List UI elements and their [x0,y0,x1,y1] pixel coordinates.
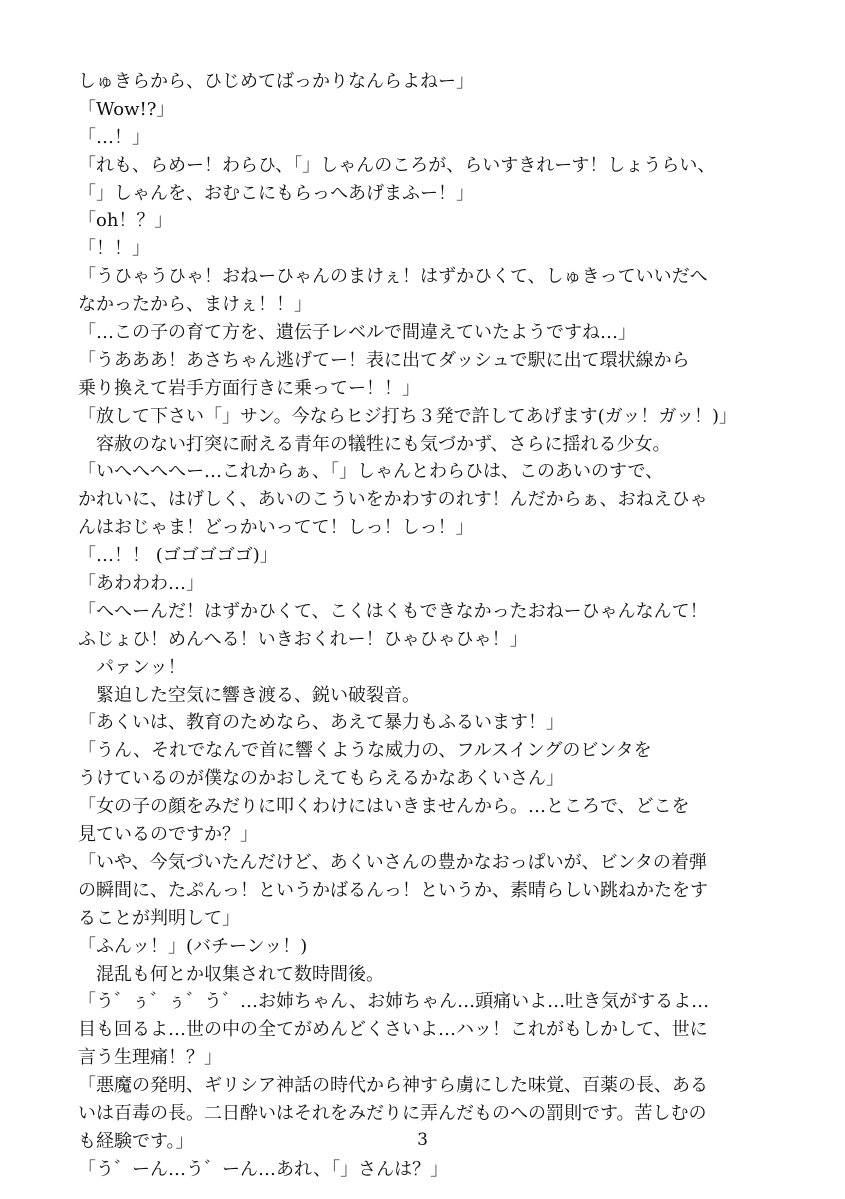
text-line: 「Wow!?」 [78,98,175,120]
text-line: 「oh！？」 [78,210,173,232]
text-line: しゅきらから、ひじめてばっかりなんらよねー」 [78,71,474,92]
text-line: ふじょひ！めんへる！いきおくれー！ひゃひゃひゃ！」 [78,628,528,650]
text-line: 「…この子の育て方を、遺伝子レベルで間違えていたようですね…」 [78,322,636,344]
text-line: 「あくいは、教育のためなら、あえて暴力もふるいます！」 [78,712,564,734]
text-line: 「！！」 [78,238,150,260]
text-line: も経験です。」 [78,1130,194,1152]
text-line: いは百毒の長。二日酔いはそれをみだりに弄んだものへの罰則です。苦しむの [78,1102,707,1124]
text-line: 見ているのですか？」 [78,824,258,846]
text-line: 「放して下さい「」サン。今ならヒジ打ち３発で許してあげます(ガッ！ガッ！)」 [78,405,737,427]
text-line: うけているのが僕なのかおしえてもらえるかなあくいさん」 [78,768,564,790]
text-line: 「いや、今気づいたんだけど、あくいさんの豊かなおっぱいが、ビンタの着弾 [78,851,707,873]
text-line: 「うひゃうひゃ！おねーひゃんのまけぇ！はずかひくて、しゅきっていいだへ [78,266,708,288]
text-line: 「悪魔の発明、ギリシア神話の時代から神すら虜にした味覚、百薬の長、ある [78,1075,708,1097]
page-number: 3 [417,1130,428,1150]
text-line: 「…！」 [78,126,150,148]
text-line: んはおじゃま！どっかいってて！しっ！しっ！」 [78,517,474,539]
text-line: 「あわわわ…」 [78,573,204,595]
text-line: 「」しゃんを、おむこにもらっへあげまふー！」 [78,182,474,204]
body-text [78,68,778,1184]
text-line: ることが判明して」 [78,907,240,929]
text-line: 「う゛ーん…う゛ーん…あれ、「」さんは？」 [78,1158,449,1180]
text-line: 目も回るよ…世の中の全てがめんどくさいよ…ハッ！これがもしかして、世に [78,1019,708,1041]
text-line: の瞬間に、たぷんっ！というかばるんっ！というか、素晴らしい跳ねかたをす [78,879,708,901]
text-line: 「うあああ！あさちゃん逃げてー！表に出てダッシュで駅に出て環状線から [78,349,690,371]
text-line: 乗り換えて岩手方面行きに乗ってー！！」 [78,377,420,399]
text-line: 「へへーんだ！はずかひくて、こくはくもできなかったおねーひゃんなんて！ [78,600,708,622]
text-line: 「ふんッ！」(バチーンッ！) [78,935,308,957]
text-line: 言う生理痛！？」 [78,1047,222,1069]
text-line: 「れも、らめー！わらひ、「」しゃんのころが、らいすきれーす！しょうらい、 [78,154,716,176]
text-line: 「…！！ (ゴゴゴゴゴ)」 [78,545,278,567]
text-line: なかったから、まけぇ！！」 [78,294,312,316]
text-line: 混乱も何とか収集されて数時間後。 [78,963,384,985]
text-line: 緊迫した空気に響き渡る、鋭い破裂音。 [78,684,420,706]
text-line: かれいに、はげしく、あいのこういをかわすのれす！んだからぁ、おねえひゃ [78,489,708,511]
text-line: 「女の子の顔をみだりに叩くわけにはいきませんから。…ところで、どこを [78,796,690,818]
text-line: 容赦のない打突に耐える青年の犠牲にも気づかず、さらに揺れる少女。 [78,433,671,455]
text-line: 「うん、それでなんで首に響くような威力の、フルスイングのビンタを [78,740,652,762]
text-line: 「う゛ぅ゛ぅ゛う゛…お姉ちゃん、お姉ちゃん…頭痛いよ…吐き気がするよ… [78,991,710,1013]
text-line: パァンッ！ [78,656,186,678]
text-line: 「いへへへへー…これからぁ、「」しゃんとわらひは、このあいのすで、 [78,461,664,483]
